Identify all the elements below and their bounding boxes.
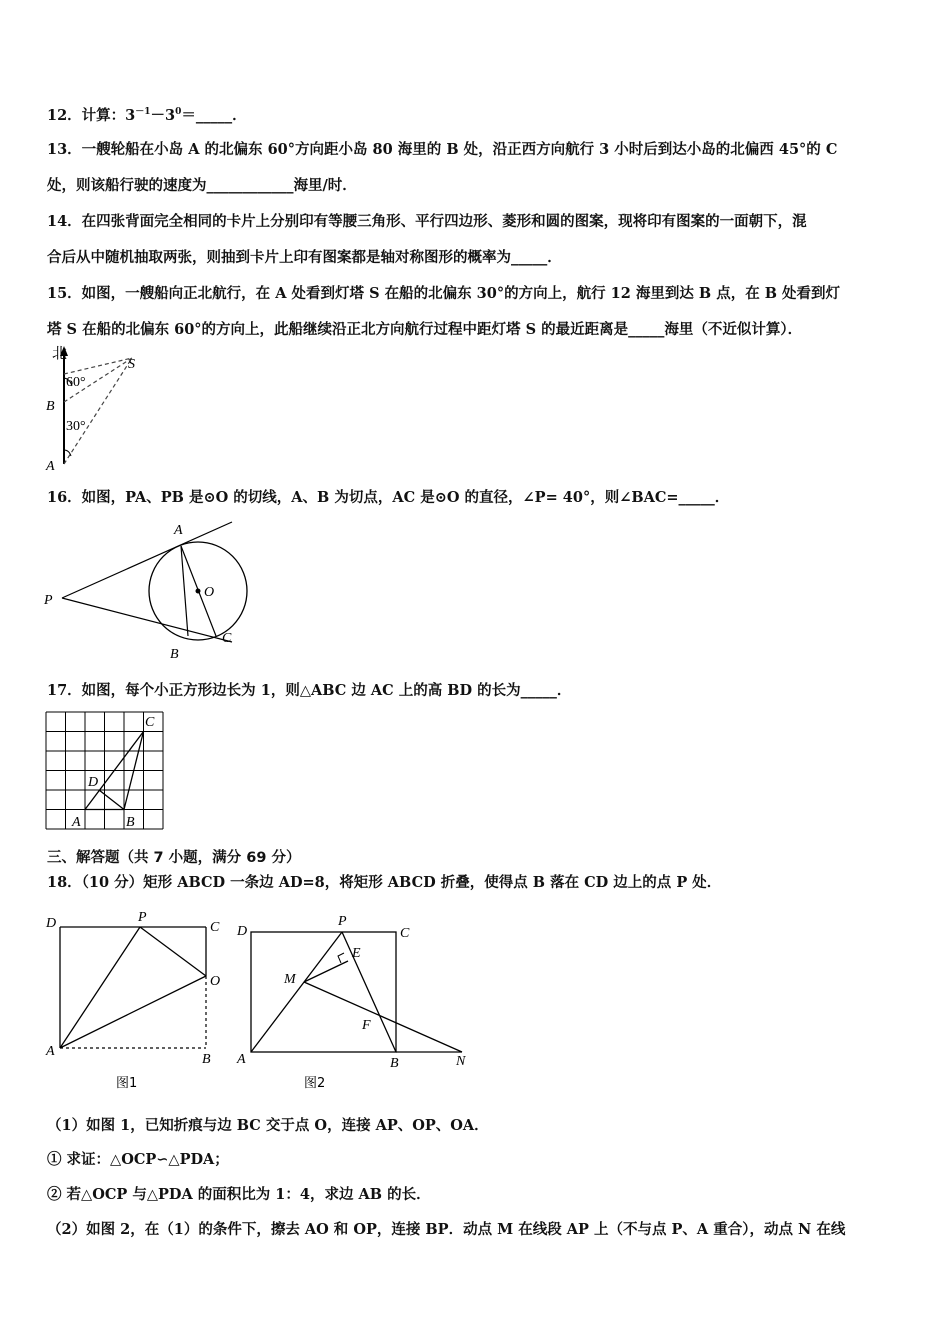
q12-prefix: 12．计算：3 — [47, 107, 136, 124]
question-15-line-1: 15．如图，一艘船向正北航行，在 A 处看到灯塔 S 在船的北偏东 30°的方向上，航行 12 海里到达 B 点，在 B 处看到灯 — [47, 285, 841, 302]
q18-figure-2 — [234, 905, 474, 1095]
segment-ap — [60, 927, 140, 1048]
question-16: 16．如图，PA、PB 是⊙O 的切线，A、B 为切点，AC 是⊙O 的直径，∠P= 40°，则∠BAC=_____． — [47, 489, 730, 506]
label-a: A — [46, 459, 55, 474]
label-d: D — [46, 916, 57, 931]
segment-mn — [304, 982, 462, 1052]
label-angle-30: 30° — [66, 419, 86, 434]
question-18: 18．（10 分）矩形 ABCD 一条边 AD=8，将矩形 ABCD 折叠，使得点 B 落在 CD 边上的点 P 处． — [47, 874, 722, 891]
label-n: N — [456, 1054, 466, 1069]
segment-me — [304, 961, 348, 982]
label-a: A — [174, 523, 183, 538]
label-o: O — [204, 585, 215, 600]
question-13-line-1: 13．一艘轮船在小岛 A 的北偏东 60°方向距小岛 80 海里的 B 处，沿正西方向航行 3 小时后到达小岛的北偏西 45°的 C — [47, 141, 838, 158]
label-b: B — [170, 647, 179, 662]
center-point — [196, 589, 201, 594]
q12-exponent-1: －1 — [135, 107, 151, 118]
section-3-title: 三、解答题（共 7 小题，满分 69 分） — [47, 850, 301, 866]
question-14-line-2: 合后从中随机抽取两张，则抽到卡片上印有图案都是轴对称图形的概率为_____． — [47, 249, 562, 266]
figure-2-caption: 图2 — [304, 1076, 326, 1091]
q17-grid-figure — [44, 710, 166, 832]
question-14-line-1: 14．在四张背面完全相同的卡片上分别印有等腰三角形、平行四边形、菱形和圆的图案，现将印有图案的一面朝下，混 — [47, 213, 807, 230]
label-d: D — [88, 775, 99, 790]
height-bd — [99, 790, 124, 810]
label-c: C — [210, 920, 220, 935]
label-b: B — [390, 1056, 399, 1071]
label-p: P — [138, 910, 147, 925]
segment-pb — [342, 932, 396, 1052]
label-angle-60: 60° — [66, 375, 86, 390]
q18-part-2: （2）如图 2，在（1）的条件下，擦去 AO 和 OP，连接 BP．动点 M 在线段 AP 上（不与点 P、A 重合），动点 N 在线 — [47, 1221, 846, 1238]
label-d: D — [237, 924, 248, 939]
label-s: S — [128, 357, 135, 372]
segment-ap — [251, 932, 342, 1052]
question-12 — [47, 104, 247, 125]
q18-sub-1: ① 求证：△OCP∽△PDA； — [47, 1151, 229, 1168]
q18-part-1: （1）如图 1，已知折痕与边 BC 交于点 O，连接 AP、OP、OA． — [47, 1117, 489, 1134]
segment-ao — [60, 976, 206, 1048]
label-p: P — [44, 593, 53, 608]
label-c: C — [222, 631, 232, 646]
tangent-pb — [62, 598, 232, 642]
label-a: A — [72, 815, 81, 830]
line-as — [64, 358, 132, 464]
label-b: B — [202, 1052, 211, 1067]
label-c: C — [400, 926, 410, 941]
q18-sub-2: ② 若△OCP 与△PDA 的面积比为 1：4，求边 AB 的长． — [47, 1186, 431, 1203]
label-e: E — [352, 946, 361, 961]
question-15-line-2: 塔 S 在船的北偏东 60°的方向上，此船继续沿正北方向航行过程中距灯塔 S 的最近距离是_____海里（不近似计算）． — [47, 321, 803, 338]
chord-ab — [181, 546, 188, 636]
q16-figure — [40, 516, 260, 666]
question-17: 17．如图，每个小正方形边长为 1，则△ABC 边 AC 上的高 BD 的长为_____． — [47, 682, 572, 699]
q15-figure — [40, 346, 150, 474]
label-c: C — [145, 715, 155, 730]
label-b: B — [126, 815, 135, 830]
label-a: A — [237, 1052, 246, 1067]
q12-exponent-2: 0 — [175, 107, 182, 118]
q18-figure-1 — [40, 905, 230, 1095]
question-13-line-2: 处，则该船行驶的速度为____________海里/时． — [47, 177, 357, 194]
label-o: O — [210, 974, 221, 989]
line-top — [64, 358, 132, 374]
label-a: A — [46, 1044, 55, 1059]
label-b: B — [46, 399, 55, 414]
label-north: 北 — [52, 346, 68, 362]
label-m: M — [284, 972, 296, 987]
label-f: F — [362, 1018, 371, 1033]
rectangle-abcd — [251, 932, 396, 1052]
label-p: P — [338, 914, 347, 929]
segment-po — [140, 927, 206, 976]
figure-1-caption: 图1 — [116, 1076, 138, 1091]
right-angle-mark — [338, 953, 344, 963]
q12-suffix: ＝_____． — [181, 107, 247, 124]
q12-mid: －3 — [150, 107, 176, 124]
